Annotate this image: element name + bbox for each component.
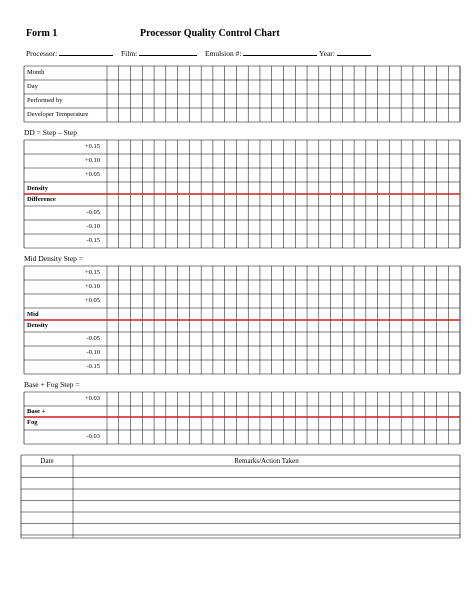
dd-value: +0.05: [84, 171, 100, 178]
row-label-performed-by: Performed by: [27, 97, 63, 104]
film-label: Film:: [121, 49, 138, 58]
dd-value: -0.05: [86, 209, 100, 216]
bf-value: -0.03: [86, 433, 100, 440]
remarks-date-header: Date: [40, 457, 54, 465]
md-value: +0.15: [84, 269, 100, 276]
md-center-label-2: Density: [27, 322, 48, 329]
processor-label: Processor:: [26, 49, 58, 58]
md-value: -0.05: [86, 335, 100, 342]
dd-value: -0.15: [86, 237, 100, 244]
bf-section-title: Base + Fog Step =: [24, 380, 80, 389]
md-value: -0.15: [86, 363, 100, 370]
form-number: Form 1: [26, 28, 58, 39]
md-section-title: Mid Density Step =: [24, 254, 84, 263]
dd-section-title: DD = Step – Step: [24, 128, 77, 137]
bf-value: +0.03: [84, 395, 100, 402]
year-label: Year:: [318, 49, 335, 58]
dd-value: +0.15: [84, 143, 100, 150]
dd-value: +0.10: [84, 157, 100, 164]
row-label-developer-temperature: Developer Temperature: [27, 111, 89, 118]
md-value: +0.05: [84, 297, 100, 304]
remarks-action-header: Remarks/Action Taken: [234, 457, 299, 465]
dd-center-label-2: Difference: [27, 196, 56, 203]
row-label-month: Month: [27, 69, 45, 76]
md-value: -0.10: [86, 349, 100, 356]
dd-center-label: Density: [27, 185, 48, 192]
row-label-day: Day: [27, 83, 38, 90]
emulsion-label: Emulsion #:: [205, 49, 242, 58]
md-value: +0.10: [84, 283, 100, 290]
dd-value: -0.10: [86, 223, 100, 230]
bf-center-label: Base +: [27, 408, 46, 415]
page-title: Processor Quality Control Chart: [140, 28, 280, 39]
bf-center-label-2: Fog: [27, 419, 38, 426]
md-center-label: Mid: [27, 311, 39, 318]
